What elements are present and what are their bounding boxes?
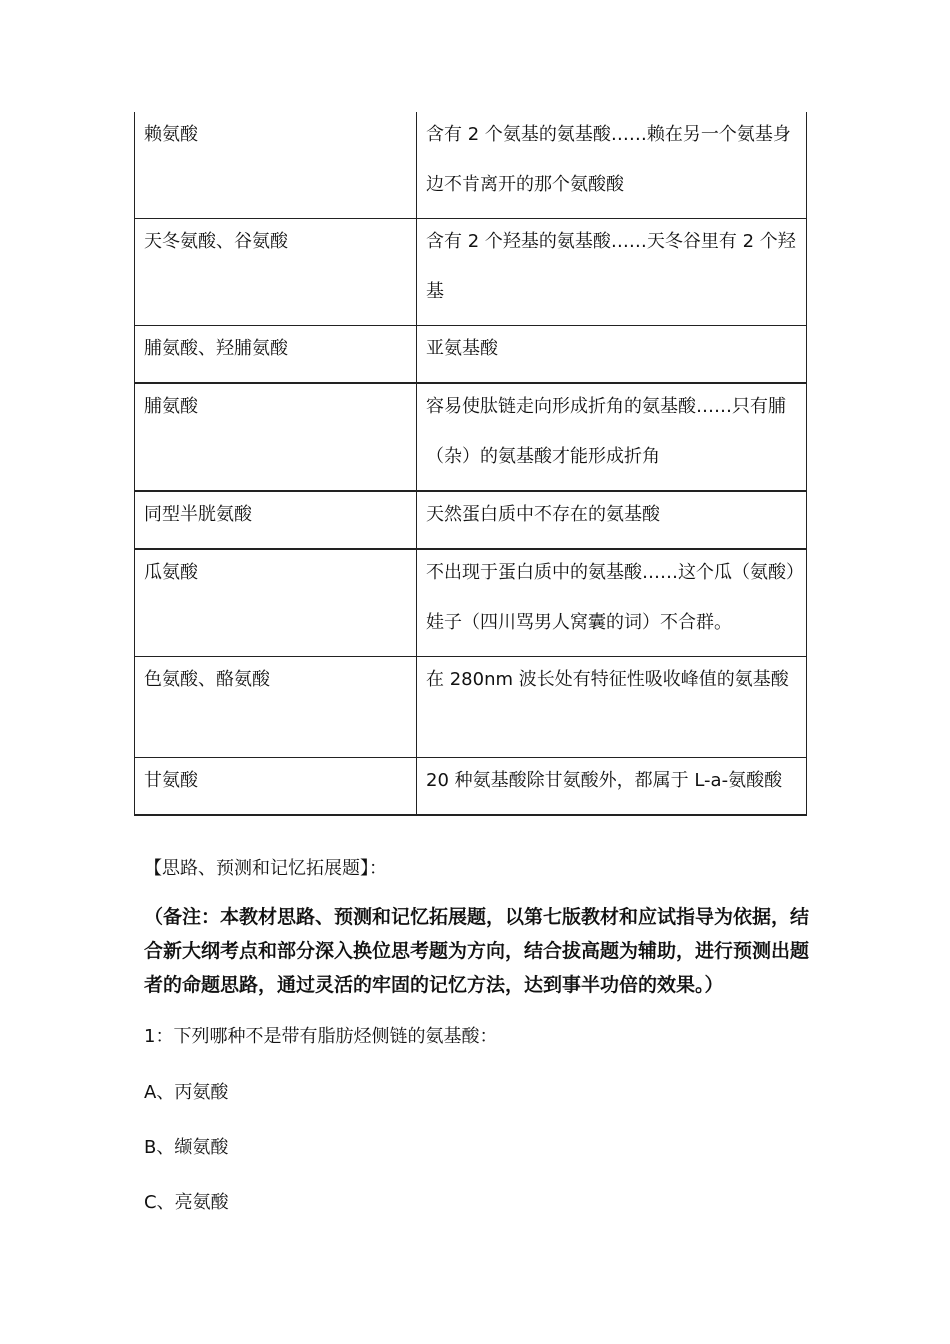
table-cell-desc: 容易使肽链走向形成折角的氨基酸……只有脯（杂）的氨基酸才能形成折角: [417, 383, 807, 491]
table-cell-name: 瓜氨酸: [135, 549, 417, 657]
table-row: [135, 549, 807, 657]
table-row: [135, 758, 807, 816]
table-cell-name: 脯氨酸、羟脯氨酸: [135, 326, 417, 384]
table-cell-name: 赖氨酸: [135, 112, 417, 219]
option-b: B、缬氨酸: [144, 1137, 229, 1158]
table-cell-desc: 20 种氨基酸除甘氨酸外，都属于 L-a-氨酸酸: [417, 758, 807, 816]
table-cell-name: 甘氨酸: [135, 758, 417, 816]
table-cell-desc: 不出现于蛋白质中的氨基酸……这个瓜（氨酸）娃子（四川骂男人窝囊的词）不合群。: [417, 549, 807, 657]
section-note: （备注：本教材思路、预测和记忆拓展题，以第七版教材和应试指导为依据，结合新大纲考点和部分深入换位思考题为方向，结合拔高题为辅助，进行预测出题者的命题思路，通过灵活的牢固的记忆方法，达到事半功倍的效果。）: [144, 906, 810, 996]
section-heading: 【思路、预测和记忆拓展题】：: [144, 858, 387, 879]
table-row: [135, 112, 807, 219]
table-cell-name: 同型半胱氨酸: [135, 491, 417, 549]
table-row: [135, 657, 807, 758]
option-a: A、丙氨酸: [144, 1082, 229, 1103]
table-cell-name: 天冬氨酸、谷氨酸: [135, 219, 417, 326]
table-cell-name: 色氨酸、酪氨酸: [135, 657, 417, 758]
table-row: [135, 383, 807, 491]
table-cell-desc: 亚氨基酸: [417, 326, 807, 384]
table-cell-desc: 在 280nm 波长处有特征性吸收峰值的氨基酸: [417, 657, 807, 758]
option-c: C、亮氨酸: [144, 1192, 229, 1213]
table-cell-desc: 含有 2 个羟基的氨基酸……天冬谷里有 2 个羟基: [417, 219, 807, 326]
table-row: [135, 491, 807, 549]
table-cell-desc: 天然蛋白质中不存在的氨基酸: [417, 491, 807, 549]
table-row: [135, 219, 807, 326]
table-cell-desc: 含有 2 个氨基的氨基酸……赖在另一个氨基身边不肯离开的那个氨酸酸: [417, 112, 807, 219]
table-row: [135, 326, 807, 384]
table-cell-name: 脯氨酸: [135, 383, 417, 491]
amino-acid-table: [134, 112, 807, 816]
question-text: 1：下列哪种不是带有脂肪烃侧链的氨基酸：: [144, 1026, 498, 1047]
